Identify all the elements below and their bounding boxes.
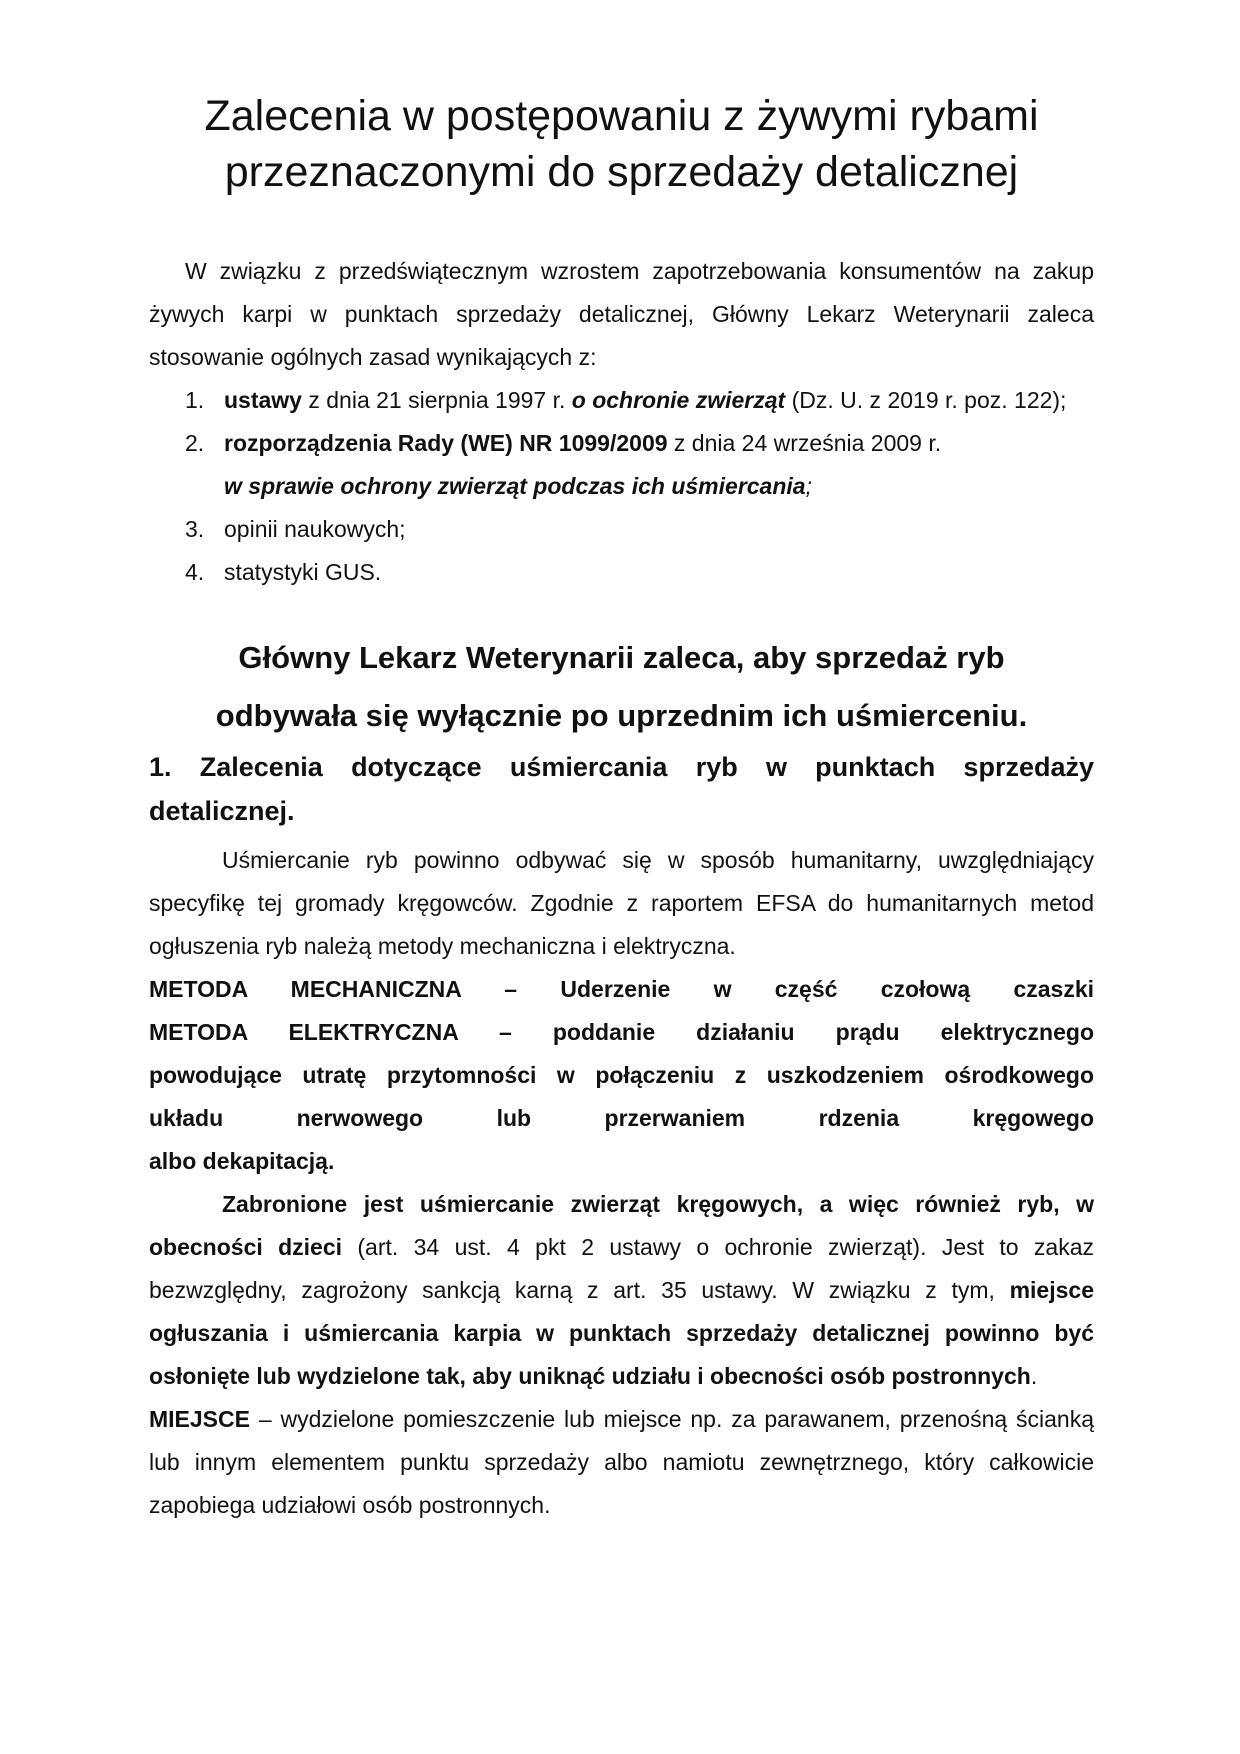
sources-list: [149, 379, 1094, 594]
recommendation-line-2: odbywała się wyłącznie po uprzednim ich uśmierceniu.: [215, 698, 1028, 733]
method-line: powodujące utratę przytomności w połączeniu z uszkodzeniem ośrodkowego: [149, 1062, 1094, 1088]
method-line: METODA MECHANICZNA – Uderzenie w część czołową czaszki: [149, 976, 1094, 1002]
section-1-heading: 1. Zalecenia dotyczące uśmiercania ryb w punktach sprzedaży detalicznej.: [149, 752, 1094, 826]
list-number: 2.: [185, 430, 205, 456]
source-text: z dnia 21 sierpnia 1997 r.: [301, 387, 572, 413]
list-number: 3.: [185, 516, 205, 542]
methods-block: [149, 968, 1094, 1183]
source-title: w sprawie ochrony zwierząt podczas ich uśmiercania: [224, 473, 806, 499]
method-line: METODA ELEKTRYCZNA – poddanie działaniu prądu elektrycznego: [149, 1019, 1094, 1045]
source-text: ;: [805, 473, 812, 499]
title-line-1: Zalecenia w postępowaniu z żywymi rybami: [204, 92, 1039, 140]
source-bold: rozporządzenia Rady (WE) NR 1099/2009: [224, 430, 668, 456]
section-1-paragraph-1: Uśmiercanie ryb powinno odbywać się w sposób humanitarny, uwzględniający specyfikę tej gromady kręgowców. Zgodnie z raportem EFSA do humanitarnych metod ogłuszenia ryb należą metody mechaniczna i elektryczna.: [149, 847, 1094, 959]
source-text: z dnia 24 września 2009 r.: [667, 430, 942, 456]
list-item: [149, 379, 1094, 422]
paragraph-text: .: [1030, 1363, 1038, 1389]
list-item: [149, 422, 1094, 508]
place-requirement-text: miejsce ogłuszania i uśmiercania karpia w punktach sprzedaży detalicznej powinno być osłonięte lub wydzielone tak, aby uniknąć udziału i obecności osób postronnych: [149, 1277, 1094, 1389]
source-text: opinii naukowych;: [224, 516, 406, 542]
source-text: statystyki GUS.: [224, 559, 382, 585]
document-title: [149, 88, 1094, 200]
list-number: 1.: [185, 387, 205, 413]
paragraph-text: (art. 34 ust. 4 pkt 2 ustawy o ochronie zwierząt). Jest to zakaz bezwzględny, zagrożony sankcją karną z art. 35 ustawy. W związku z tym,: [149, 1234, 1094, 1303]
list-item: [149, 551, 1094, 594]
source-bold: ustawy: [224, 387, 302, 413]
method-line: układu nerwowego lub przerwaniem rdzenia kręgowego: [149, 1105, 1094, 1131]
source-text: (Dz. U. z 2019 r. poz. 122);: [785, 387, 1067, 413]
source-title: o ochronie zwierząt: [571, 387, 786, 413]
title-line-2: przeznaczonymi do sprzedaży detalicznej: [224, 148, 1019, 196]
recommendation-heading: [149, 629, 1094, 745]
list-number: 4.: [185, 559, 205, 585]
section-1-paragraph-2: [149, 1183, 1094, 1398]
paragraph-text: – wydzielone pomieszczenie lub miejsce np. za parawanem, przenośną ścianką lub innym elementem punktu sprzedaży albo namiotu zewnętrznego, który całkowicie zapobiega udziałowi osób postronnych.: [149, 1406, 1094, 1518]
prohibition-text: Zabronione jest uśmiercanie zwierząt kręgowych, a więc również ryb, w obecności dzieci: [149, 1191, 1094, 1260]
recommendation-line-1: Główny Lekarz Weterynarii zaleca, aby sprzedaż ryb: [238, 640, 1005, 675]
place-term: MIEJSCE: [149, 1406, 250, 1432]
intro-paragraph: W związku z przedświątecznym wzrostem zapotrzebowania konsumentów na zakup żywych karpi w punktach sprzedaży detalicznej, Główny Lekarz Weterynarii zaleca stosowanie ogólnych zasad wynikających z:: [149, 258, 1094, 370]
method-line: albo dekapitacją.: [149, 1148, 335, 1174]
list-item: [149, 508, 1094, 551]
section-1-paragraph-3: [149, 1398, 1094, 1527]
